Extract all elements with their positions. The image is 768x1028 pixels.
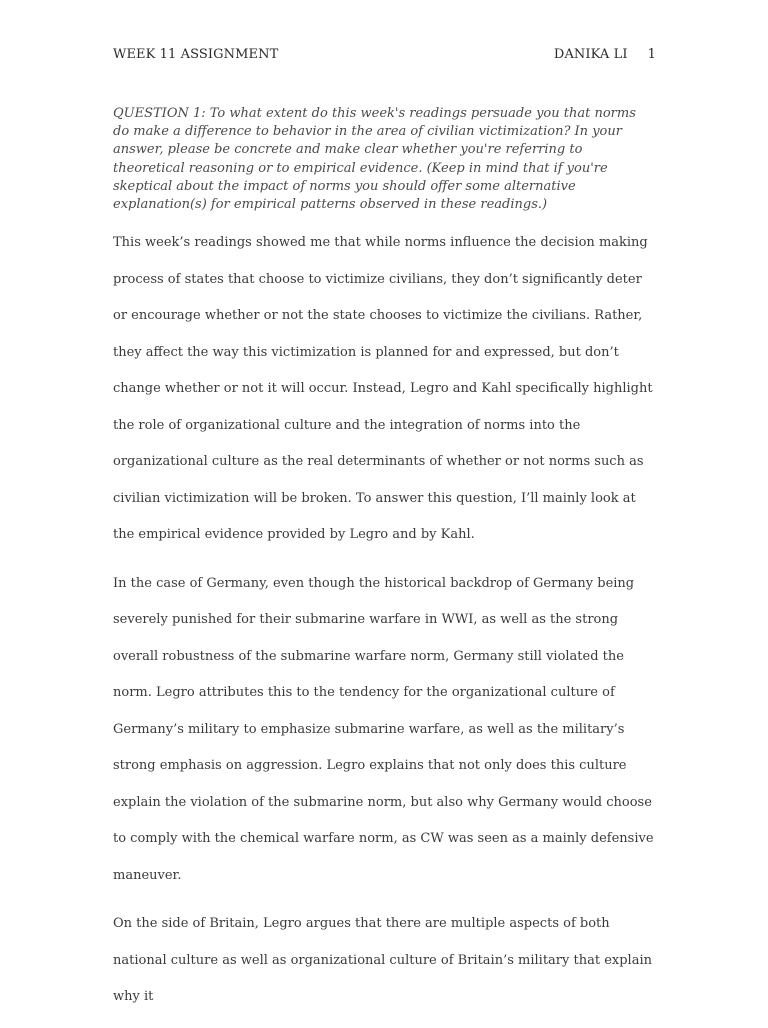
assignment-title: WEEK 11 ASSIGNMENT (113, 47, 279, 62)
header-right (554, 47, 656, 62)
author-name: DANIKA LI (553, 47, 628, 62)
paragraph-2: In the case of Germany, even though the historical backdrop of Germany being severely punished for their submarine warfare in WWI, as well as the strong overall robustness of the submarine warfare norm, Germany still violated the norm. Legro attributes this to the tendency for the organizational culture of Germany’s military to emphasize submarine warfare, as well as the military’s strong emphasis on aggression. Legro explains that not only does this culture explain the violation of the submarine norm, but also why Germany would choose to comply with the chemical warfare norm, as CW was seen as a mainly defensive maneuver. (113, 575, 654, 883)
paragraph-3: On the side of Britain, Legro argues that there are multiple aspects of both national culture as well as organizational culture of Britain’s military that explain why it (113, 916, 652, 1004)
essay-body (113, 225, 658, 1028)
paragraph-1: This week’s readings showed me that while norms influence the decision making process of states that choose to victimize civilians, they don’t significantly deter or encourage whether or not the state chooses to victimize the civilians. Rather, they affect the way this victimization is planned for and expressed, but don’t change whether or not it will occur. Instead, Legro and Kahl specifically highlight the role of organizational culture and the integration of norms into the organizational culture as the real determinants of whether or not norms such as civilian victimization will be broken. To answer this question, I’ll mainly look at the empirical evidence provided by Legro and by Kahl. (113, 235, 653, 542)
page-header (113, 47, 656, 62)
page-number: 1 (647, 47, 656, 62)
question-prompt: QUESTION 1: To what extent do this week's readings persuade you that norms do make a difference to behavior in the area of civilian victimization? In your answer, please be concrete and make clear whether you're referring to theoretical reasoning or to empirical evidence. (Keep in mind that if you're skeptical about the impact of norms you should offer some alternative explanation(s) for empirical patterns observed in these readings.) (113, 106, 636, 213)
